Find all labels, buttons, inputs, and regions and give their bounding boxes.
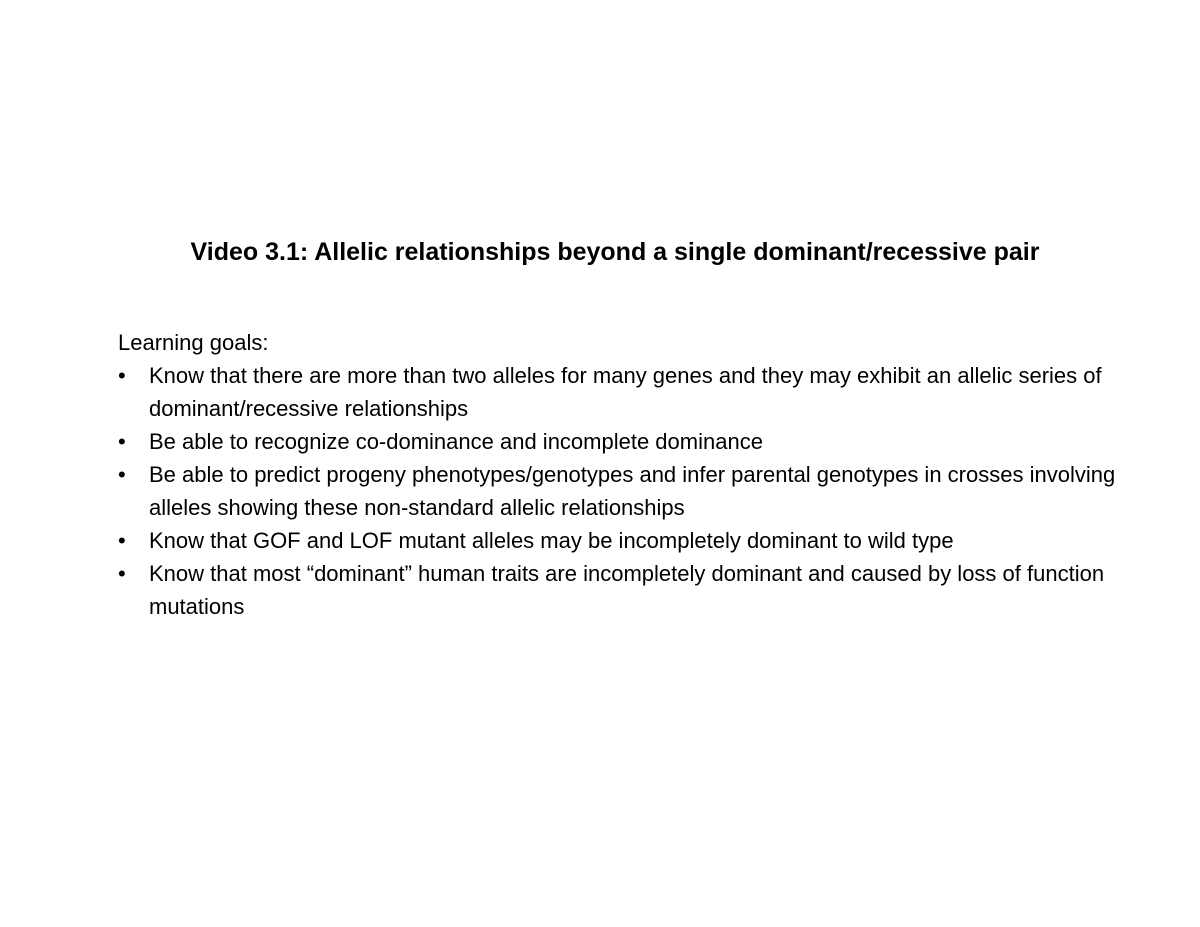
learning-goal-text: Know that most “dominant” human traits are incompletely dominant and caused by loss of function mutations bbox=[149, 561, 1105, 619]
bullet-icon: • bbox=[118, 561, 126, 586]
bullet-icon: • bbox=[118, 363, 126, 388]
bullet-icon: • bbox=[118, 462, 126, 487]
learning-goal-text: Know that there are more than two alleles for many genes and they may exhibit an allelic series of dominant/recessive relationships bbox=[149, 363, 1102, 421]
learning-goal-item bbox=[118, 557, 1118, 623]
learning-goals-section bbox=[118, 326, 1118, 623]
learning-goal-item bbox=[118, 458, 1118, 524]
learning-goals-list bbox=[118, 359, 1118, 623]
learning-goal-item bbox=[118, 425, 1118, 458]
learning-goal-text: Be able to recognize co-dominance and incomplete dominance bbox=[149, 429, 763, 454]
slide-title: Video 3.1: Allelic relationships beyond a single dominant/recessive pair bbox=[190, 238, 1040, 266]
learning-goal-item bbox=[118, 524, 1118, 557]
learning-goal-text: Be able to predict progeny phenotypes/genotypes and infer parental genotypes in crosses involving alleles showing these non-standard allelic relationships bbox=[149, 462, 1116, 520]
bullet-icon: • bbox=[118, 528, 126, 553]
learning-goals-heading: Learning goals: bbox=[118, 330, 269, 355]
learning-goal-item bbox=[118, 359, 1118, 425]
bullet-icon: • bbox=[118, 429, 126, 454]
learning-goal-text: Know that GOF and LOF mutant alleles may be incompletely dominant to wild type bbox=[149, 528, 954, 553]
